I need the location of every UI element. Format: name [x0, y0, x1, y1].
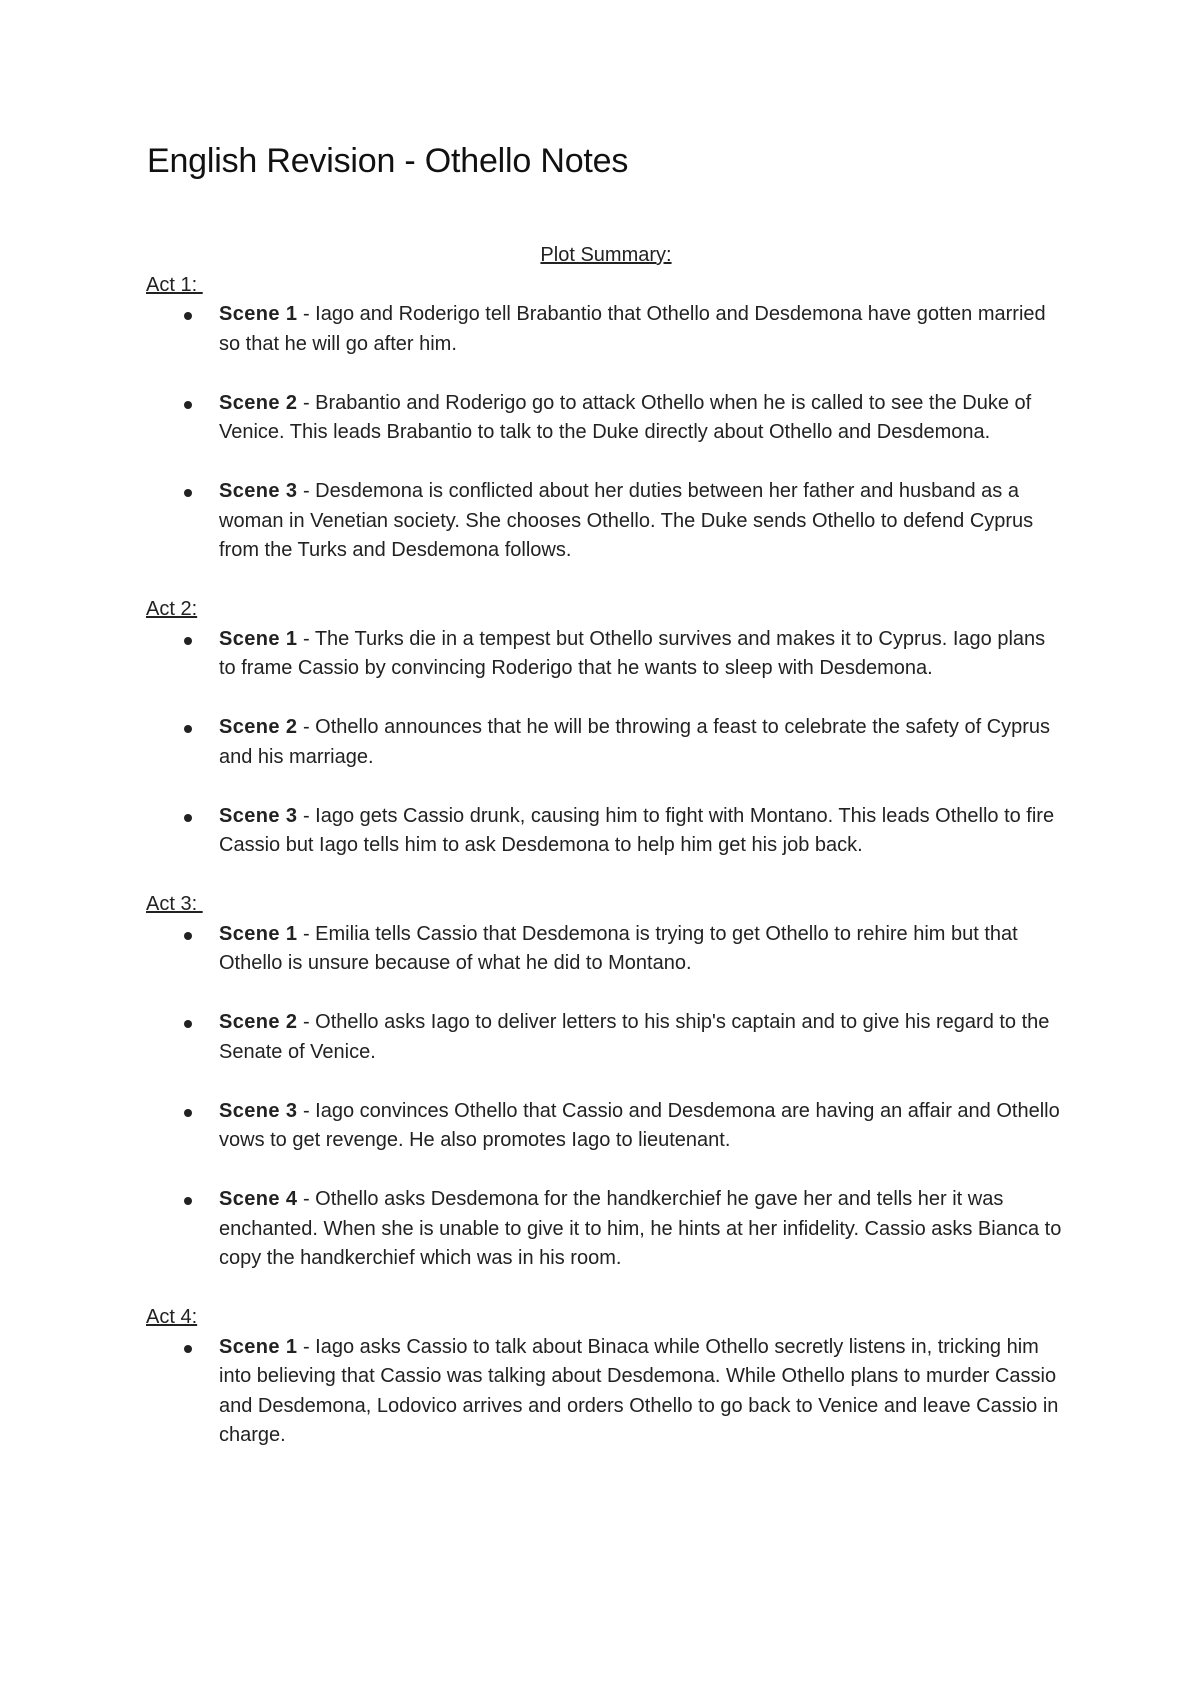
scene-list [146, 300, 1066, 566]
bullet-icon [184, 1197, 192, 1205]
scene-description: - The Turks die in a tempest but Othello survives and makes it to Cyprus. Iago plans to frame Cassio by convincing Roderigo that he wants to sleep with Desdemona. [219, 627, 1046, 679]
scene-label: Scene 1 [219, 627, 298, 650]
scene-label: Scene 1 [219, 1335, 298, 1358]
bullet-icon [184, 637, 192, 645]
bullet-icon [184, 1345, 192, 1353]
act-heading: Act 3: [146, 893, 203, 915]
act-section [146, 890, 1066, 1274]
document-title: English Revision - Othello Notes [147, 142, 629, 180]
scene-label: Scene 3 [219, 804, 298, 827]
scene-description: - Iago asks Cassio to talk about Binaca while Othello secretly listens in, tricking him into believing that Cassio was talking about Desdemona. While Othello plans to murder Cassio and Desdemona, Lodovico arrives and orders Othello to go back to Venice and leave Cassio in charge. [219, 1335, 1059, 1446]
scene-description: - Othello asks Iago to deliver letters to his ship's captain and to give his regard to the Senate of Venice. [219, 1011, 1050, 1063]
act-section [146, 1303, 1066, 1451]
acts-container [146, 271, 1066, 1451]
act-heading: Act 1: [146, 273, 203, 296]
scene-item [146, 1008, 1066, 1067]
scene-description: - Othello asks Desdemona for the handkerchief he gave her and tells her it was enchanted. When she is unable to give it to him, he hints at her infidelity. Cassio asks Bianca to copy the handkerchief which was in his room. [219, 1188, 1062, 1269]
act-heading: Act 2: [146, 598, 198, 620]
scene-list [146, 920, 1066, 1274]
scene-label: Scene 4 [219, 1188, 298, 1210]
scene-list [146, 625, 1066, 861]
bullet-icon [184, 1020, 192, 1028]
scene-description: - Iago convinces Othello that Cassio and Desdemona are having an affair and Othello vows to get revenge. He also promotes Iago to lieutenant. [219, 1099, 1060, 1151]
bullet-icon [184, 401, 192, 409]
act-section [146, 595, 1066, 861]
scene-item [146, 713, 1066, 772]
document-body [146, 241, 1066, 1451]
scene-label: Scene 1 [219, 922, 298, 945]
bullet-icon [184, 932, 192, 940]
scene-label: Scene 3 [219, 480, 298, 502]
scene-list [146, 1333, 1066, 1451]
scene-label: Scene 2 [219, 716, 298, 738]
scene-description: - Emilia tells Cassio that Desdemona is trying to get Othello to rehire him but that Othello is unsure because of what he did to Montano. [219, 922, 1018, 974]
bullet-icon [184, 489, 192, 497]
act-heading: Act 4: [146, 1306, 198, 1328]
scene-label: Scene 2 [219, 391, 298, 414]
bullet-icon [184, 725, 192, 733]
bullet-icon [184, 1109, 192, 1117]
scene-item [146, 389, 1066, 448]
scene-item [146, 1097, 1066, 1156]
scene-label: Scene 1 [219, 303, 298, 325]
scene-item [146, 1333, 1066, 1451]
scene-description: - Iago and Roderigo tell Brabantio that Othello and Desdemona have gotten married so that he will go after him. [219, 303, 1046, 355]
scene-item [146, 920, 1066, 979]
scene-description: - Brabantio and Roderigo go to attack Othello when he is called to see the Duke of Venice. This leads Brabantio to talk to the Duke directly about Othello and Desdemona. [219, 391, 1032, 443]
bullet-icon [184, 312, 192, 320]
scene-item [146, 1185, 1066, 1274]
scene-item [146, 802, 1066, 861]
bullet-icon [184, 814, 192, 822]
scene-description: - Iago gets Cassio drunk, causing him to fight with Montano. This leads Othello to fire Cassio but Iago tells him to ask Desdemona to help him get his job back. [219, 804, 1055, 856]
scene-description: - Desdemona is conflicted about her duties between her father and husband as a woman in Venetian society. She chooses Othello. The Duke sends Othello to defend Cyprus from the Turks and Desdemona follows. [219, 480, 1034, 561]
scene-label: Scene 2 [219, 1011, 298, 1033]
act-section [146, 271, 1066, 566]
section-subtitle: Plot Summary: [540, 244, 672, 266]
scene-item [146, 625, 1066, 684]
scene-description: - Othello announces that he will be throwing a feast to celebrate the safety of Cyprus and his marriage. [219, 716, 1051, 768]
scene-label: Scene 3 [219, 1099, 298, 1122]
scene-item [146, 300, 1066, 359]
scene-item [146, 477, 1066, 566]
